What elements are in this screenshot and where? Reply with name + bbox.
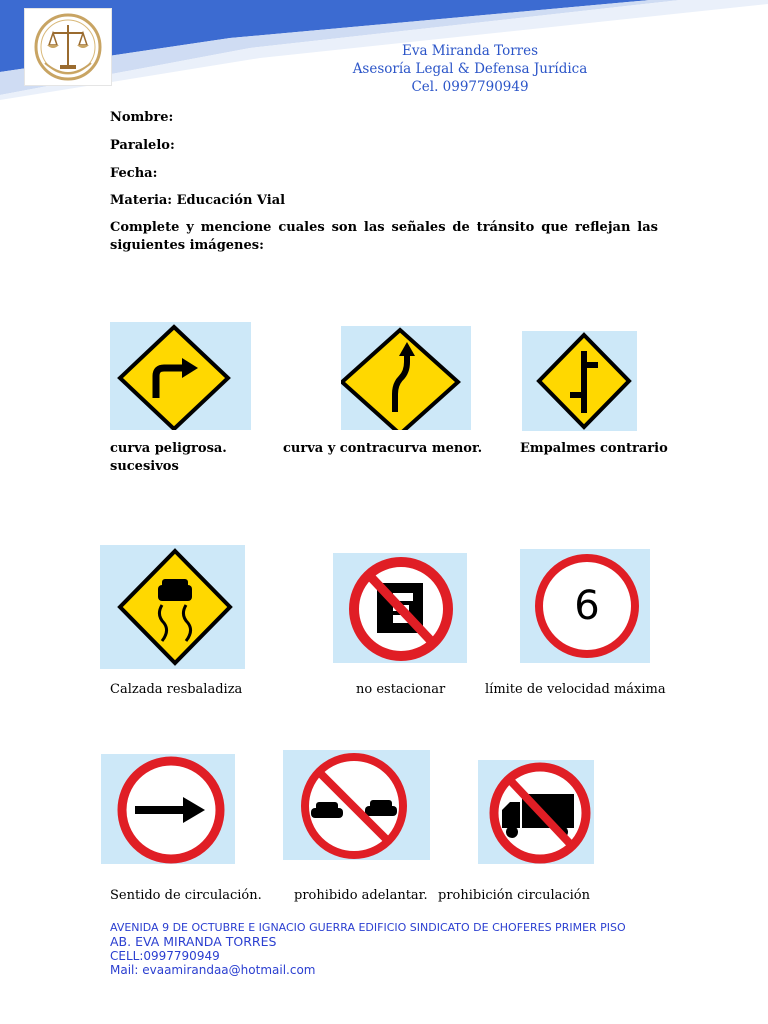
footer-cell: CELL:0997790949 (110, 949, 220, 963)
caption-sentido-circulacion: Sentido de circulación. (110, 888, 262, 903)
no-trucks-sign-icon (478, 760, 594, 864)
caption-curva-peligrosa: curva peligrosa. (110, 441, 227, 456)
sign-image-1 (110, 322, 251, 430)
caption-prohibido-adelantar: prohibido adelantar. (294, 888, 428, 903)
sign-image-5 (333, 553, 467, 663)
header-contact (330, 42, 610, 96)
header-phone: Cel. 0997790949 (411, 79, 529, 95)
no-parking-sign-icon (333, 553, 467, 663)
no-overtaking-sign-icon (283, 750, 430, 860)
footer-contact (110, 921, 626, 977)
speed-limit-sign-icon (520, 549, 650, 663)
speed-limit-value: 6 (574, 583, 600, 629)
sign-image-9 (478, 760, 594, 864)
footer-name: AB. EVA MIRANDA TORRES (110, 934, 277, 949)
sign-image-6 (520, 549, 650, 663)
sign-image-4 (100, 545, 245, 669)
caption-empalmes: Empalmes contrario (520, 441, 668, 456)
sign-image-2 (341, 326, 471, 430)
sign-image-8 (283, 750, 430, 860)
sign-image-7 (101, 754, 235, 864)
caption-prohibicion-circulacion: prohibición circulación (438, 888, 590, 903)
materia-label: Materia: (110, 193, 173, 208)
caption-limite-velocidad: límite de velocidad máxima (485, 682, 666, 697)
field-materia (110, 193, 285, 208)
staggered-junctions-sign-icon (522, 331, 637, 431)
one-way-arrow-sign-icon (101, 754, 235, 864)
caption-sucesivos: sucesivos (110, 459, 179, 474)
caption-curva-contracurva: curva y contracurva menor. (283, 441, 483, 456)
scales-of-justice-logo-icon (25, 9, 111, 85)
reverse-curve-sign-icon (341, 326, 471, 430)
caption-calzada: Calzada resbaladiza (110, 682, 243, 697)
law-firm-logo (24, 8, 112, 86)
sign-image-3 (522, 331, 637, 431)
footer-address: AVENIDA 9 DE OCTUBRE E IGNACIO GUERRA EDIFICIO SINDICATO DE CHOFERES PRIMER PISO (110, 921, 626, 934)
footer-mail: Mail: evaamirandaa@hotmail.com (110, 963, 316, 977)
instruction-text: Complete y mencione cuales son las señales de tránsito que reflejan las siguientes imágenes: (110, 220, 658, 253)
field-paralelo: Paralelo: (110, 138, 175, 153)
header-name: Eva Miranda Torres (401, 43, 539, 59)
caption-no-estacionar: no estacionar (356, 682, 446, 697)
header-firm: Asesoría Legal & Defensa Jurídica (352, 61, 588, 77)
slippery-road-sign-icon (100, 545, 245, 669)
field-fecha: Fecha: (110, 166, 158, 181)
materia-value: Educación Vial (176, 193, 286, 208)
turn-right-sign-icon (110, 322, 251, 430)
field-nombre: Nombre: (110, 110, 174, 125)
